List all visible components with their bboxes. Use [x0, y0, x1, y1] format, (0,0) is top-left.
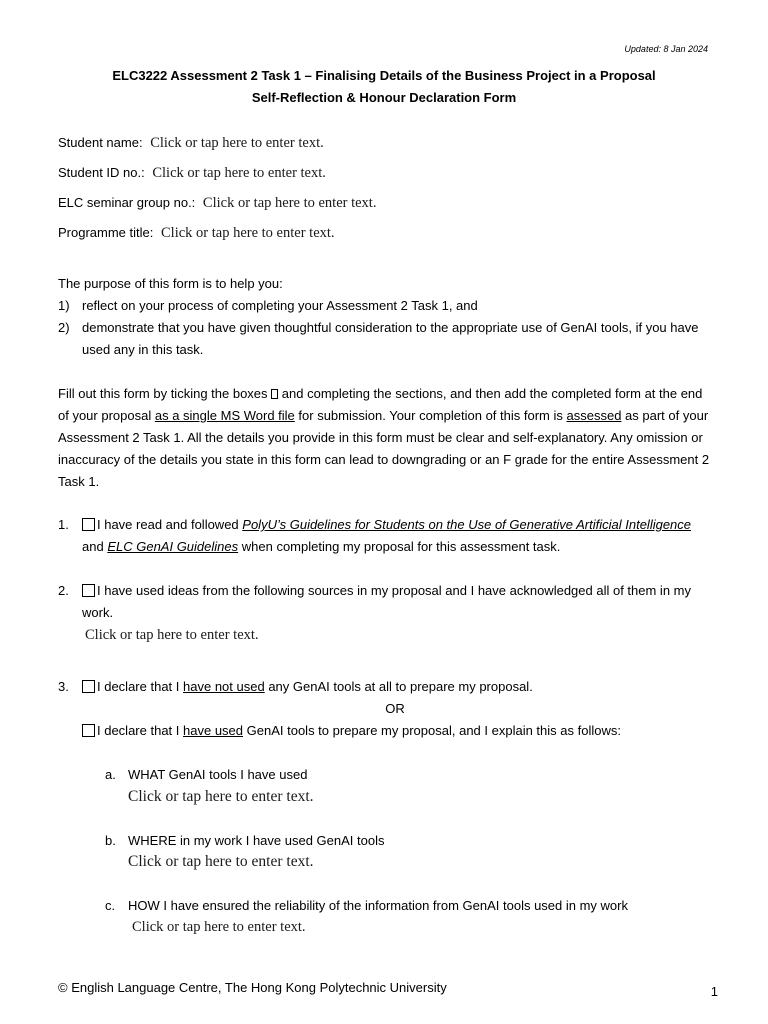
student-name-row [58, 135, 324, 152]
programme-title-label: Programme title: [58, 225, 154, 240]
item-1-line-2 [82, 539, 560, 554]
item-1-text: and [82, 539, 104, 554]
used-genai-checkbox[interactable] [82, 724, 95, 737]
item-1-text: I have read and followed [97, 517, 239, 532]
item-1-text: when completing my proposal for this assessment task. [241, 539, 561, 554]
item-2-number: 2. [58, 583, 69, 598]
what-tools-field[interactable]: Click or tap here to enter text. [128, 788, 314, 805]
how-reliability-field[interactable]: Click or tap here to enter text. [132, 919, 306, 935]
updated-date: Updated: 8 Jan 2024 [624, 44, 708, 54]
instructions-text: Fill out this form by ticking the boxes [58, 386, 268, 401]
option-text: I declare that I [97, 723, 180, 738]
instructions-line-4: inaccuracy of the details you state in this form can lead to downgrading or an F grade for the entire Assessment 2 [58, 452, 710, 467]
read-guidelines-checkbox[interactable] [82, 518, 95, 531]
purpose-item-2-line2: used any in this task. [82, 342, 204, 357]
programme-title-field[interactable]: Click or tap here to enter text. [161, 225, 335, 241]
form-subtitle: Self-Reflection & Honour Declaration Form [251, 90, 517, 105]
item-3-number: 3. [58, 679, 69, 694]
not-used-genai-checkbox[interactable] [82, 680, 95, 693]
sub-c-label: HOW I have ensured the reliability of the information from GenAI tools used in my work [128, 898, 628, 913]
page-number: 1 [710, 984, 718, 999]
or-separator: OR [385, 701, 405, 716]
where-used-field[interactable]: Click or tap here to enter text. [128, 853, 314, 870]
item-1-number: 1. [58, 517, 69, 532]
purpose-item-2-num: 2) [58, 320, 70, 335]
option-text: GenAI tools to prepare my proposal, and I explain this as follows: [246, 723, 621, 738]
sub-c-letter: c. [105, 898, 116, 913]
option-text: any GenAI tools at all to prepare my proposal. [268, 679, 533, 694]
footer-copyright: © English Language Centre, The Hong Kong Polytechnic University [58, 980, 447, 995]
student-id-label: Student ID no.: [58, 165, 145, 180]
instructions-line-5: Task 1. [58, 474, 100, 489]
polyu-guidelines-link[interactable]: PolyU’s Guidelines for Students on the Use of Generative Artificial Intelligence [242, 517, 692, 532]
checkbox-glyph-icon [271, 389, 278, 399]
sources-field[interactable]: Click or tap here to enter text. [85, 627, 259, 643]
programme-title-row [58, 225, 335, 242]
item-2-line-1 [82, 583, 691, 598]
sub-a-label: WHAT GenAI tools I have used [128, 767, 308, 782]
student-name-field[interactable]: Click or tap here to enter text. [150, 135, 324, 151]
item-2-text: I have used ideas from the following sources in my proposal and I have acknowledged all of them in my [97, 583, 691, 598]
seminar-group-label: ELC seminar group no.: [58, 195, 196, 210]
purpose-item-1-num: 1) [58, 298, 70, 313]
item-2-line-2: work. [82, 605, 114, 620]
item-1-line-1 [82, 517, 691, 532]
used-option [82, 723, 621, 738]
purpose-item-1-text: reflect on your process of completing your Assessment 2 Task 1, and [82, 298, 478, 313]
purpose-intro: The purpose of this form is to help you: [58, 276, 283, 291]
option-text: I declare that I [97, 679, 180, 694]
instructions-line-2 [58, 408, 708, 423]
instructions-text: and completing the sections, and then add the completed form at the end [281, 386, 703, 401]
sub-b-label: WHERE in my work I have used GenAI tools [128, 833, 385, 848]
student-id-row [58, 165, 326, 182]
seminar-group-row [58, 195, 376, 212]
sub-b-letter: b. [105, 833, 116, 848]
student-id-field[interactable]: Click or tap here to enter text. [152, 165, 326, 181]
sub-a-letter: a. [105, 767, 116, 782]
used-emphasis: have used [183, 723, 244, 738]
instructions-text: of your proposal [58, 408, 152, 423]
instructions-text: for submission. Your completion of this form is [298, 408, 563, 423]
elc-genai-guidelines-link[interactable]: ELC GenAI Guidelines [107, 539, 239, 554]
not-used-emphasis: have not used [183, 679, 265, 694]
sources-acknowledged-checkbox[interactable] [82, 584, 95, 597]
instructions-text: as part of your [625, 408, 709, 423]
instructions-line-1 [58, 386, 702, 401]
purpose-item-2-line1: demonstrate that you have given thoughtful consideration to the appropriate use of GenAI tools, if you have [82, 320, 699, 335]
assessed-emphasis: assessed [566, 408, 622, 423]
not-used-option [82, 679, 533, 694]
document-title: ELC3222 Assessment 2 Task 1 – Finalising Details of the Business Project in a Proposal [112, 68, 656, 83]
seminar-group-field[interactable]: Click or tap here to enter text. [202, 195, 377, 211]
single-file-emphasis: as a single MS Word file [154, 408, 295, 423]
instructions-line-3: Assessment 2 Task 1. All the details you provide in this form must be clear and self-explanatory. Any omission or [58, 430, 703, 445]
student-name-label: Student name: [58, 135, 143, 150]
